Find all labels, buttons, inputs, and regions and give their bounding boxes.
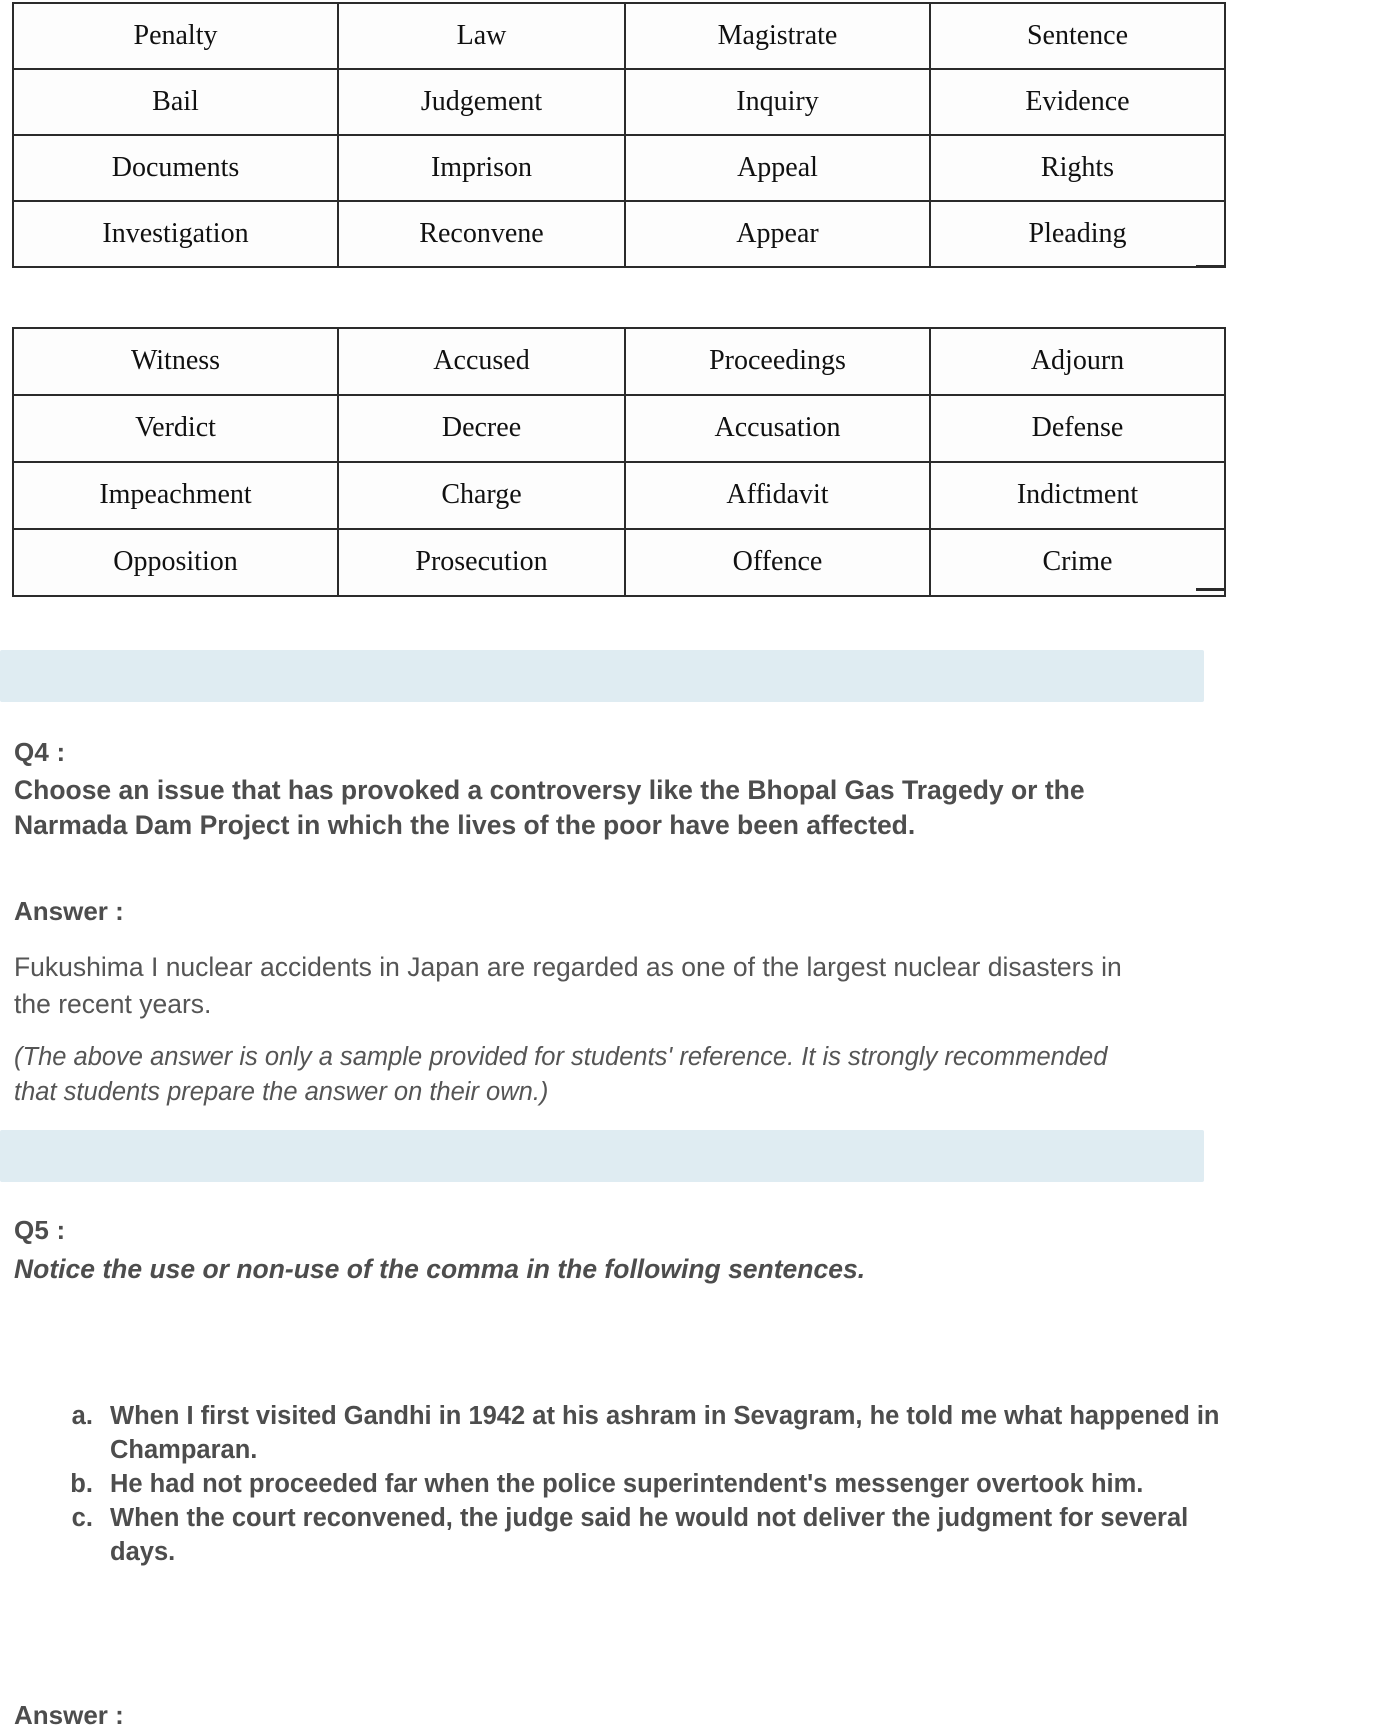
table-cell: Witness bbox=[13, 328, 338, 395]
section-divider-bar bbox=[0, 650, 1204, 702]
table-cell: Bail bbox=[13, 69, 338, 135]
table-border-notch bbox=[1196, 265, 1224, 268]
table-cell: Offence bbox=[625, 529, 930, 596]
legal-terms-table-1 bbox=[12, 2, 1226, 268]
table-cell: Accused bbox=[338, 328, 625, 395]
question-text-q4: Choose an issue that has provoked a controversy like the Bhopal Gas Tragedy or the Narmada Dam Project in which the lives of the poor have been affected. bbox=[14, 775, 1085, 841]
table-cell: Penalty bbox=[13, 3, 338, 69]
answer-disclaimer-q4: (The above answer is only a sample provided for students' reference. It is strongly recommended that students prepare the answer on their own.) bbox=[14, 1043, 1108, 1107]
table-row bbox=[13, 69, 1225, 135]
answer-label-q4: Answer : bbox=[14, 896, 124, 926]
table-row bbox=[13, 3, 1225, 69]
table-cell: Prosecution bbox=[338, 529, 625, 596]
table-cell: Appeal bbox=[625, 135, 930, 201]
table-cell: Rights bbox=[930, 135, 1225, 201]
table-cell: Decree bbox=[338, 395, 625, 462]
table-cell: Indictment bbox=[930, 462, 1225, 529]
comma-sentences-list bbox=[56, 1400, 1240, 1570]
table-cell: Opposition bbox=[13, 529, 338, 596]
table-cell: Pleading bbox=[930, 201, 1225, 267]
answer-text-q4: Fukushima I nuclear accidents in Japan are regarded as one of the largest nuclear disasters in the recent years. bbox=[14, 952, 1122, 1019]
table-cell: Magistrate bbox=[625, 3, 930, 69]
table-row bbox=[13, 135, 1225, 201]
table-cell: Crime bbox=[930, 529, 1225, 596]
table-cell: Documents bbox=[13, 135, 338, 201]
table-row bbox=[13, 529, 1225, 596]
table-row bbox=[13, 395, 1225, 462]
answer-label-q5: Answer : bbox=[14, 1700, 124, 1730]
table-cell: Adjourn bbox=[930, 328, 1225, 395]
table-cell: Inquiry bbox=[625, 69, 930, 135]
table-cell: Charge bbox=[338, 462, 625, 529]
table-row bbox=[13, 328, 1225, 395]
table-row bbox=[13, 201, 1225, 267]
table-cell: Sentence bbox=[930, 3, 1225, 69]
table-cell: Defense bbox=[930, 395, 1225, 462]
table-cell: Verdict bbox=[13, 395, 338, 462]
question-label-q5: Q5 : bbox=[14, 1215, 66, 1245]
list-item: c. When the court reconvened, the judge said he would not deliver the judgment for several days. bbox=[100, 1502, 1240, 1570]
table-cell: Affidavit bbox=[625, 462, 930, 529]
section-divider-bar bbox=[0, 1130, 1204, 1182]
table-border-notch bbox=[1196, 588, 1224, 591]
table-cell: Accusation bbox=[625, 395, 930, 462]
list-item: b. He had not proceeded far when the police superintendent's messenger overtook him. bbox=[100, 1468, 1240, 1502]
table-cell: Law bbox=[338, 3, 625, 69]
table-cell: Evidence bbox=[930, 69, 1225, 135]
table-cell: Proceedings bbox=[625, 328, 930, 395]
table-cell: Appear bbox=[625, 201, 930, 267]
table-row bbox=[13, 462, 1225, 529]
list-item: a. When I first visited Gandhi in 1942 at his ashram in Sevagram, he told me what happened in Champaran. bbox=[100, 1400, 1240, 1468]
table-cell: Investigation bbox=[13, 201, 338, 267]
question-text-q5: Notice the use or non-use of the comma in the following sentences. bbox=[14, 1254, 866, 1284]
table-cell: Reconvene bbox=[338, 201, 625, 267]
legal-terms-table-2 bbox=[12, 327, 1226, 597]
table-cell: Impeachment bbox=[13, 462, 338, 529]
table-cell: Judgement bbox=[338, 69, 625, 135]
question-label-q4: Q4 : bbox=[14, 737, 66, 767]
table-cell: Imprison bbox=[338, 135, 625, 201]
